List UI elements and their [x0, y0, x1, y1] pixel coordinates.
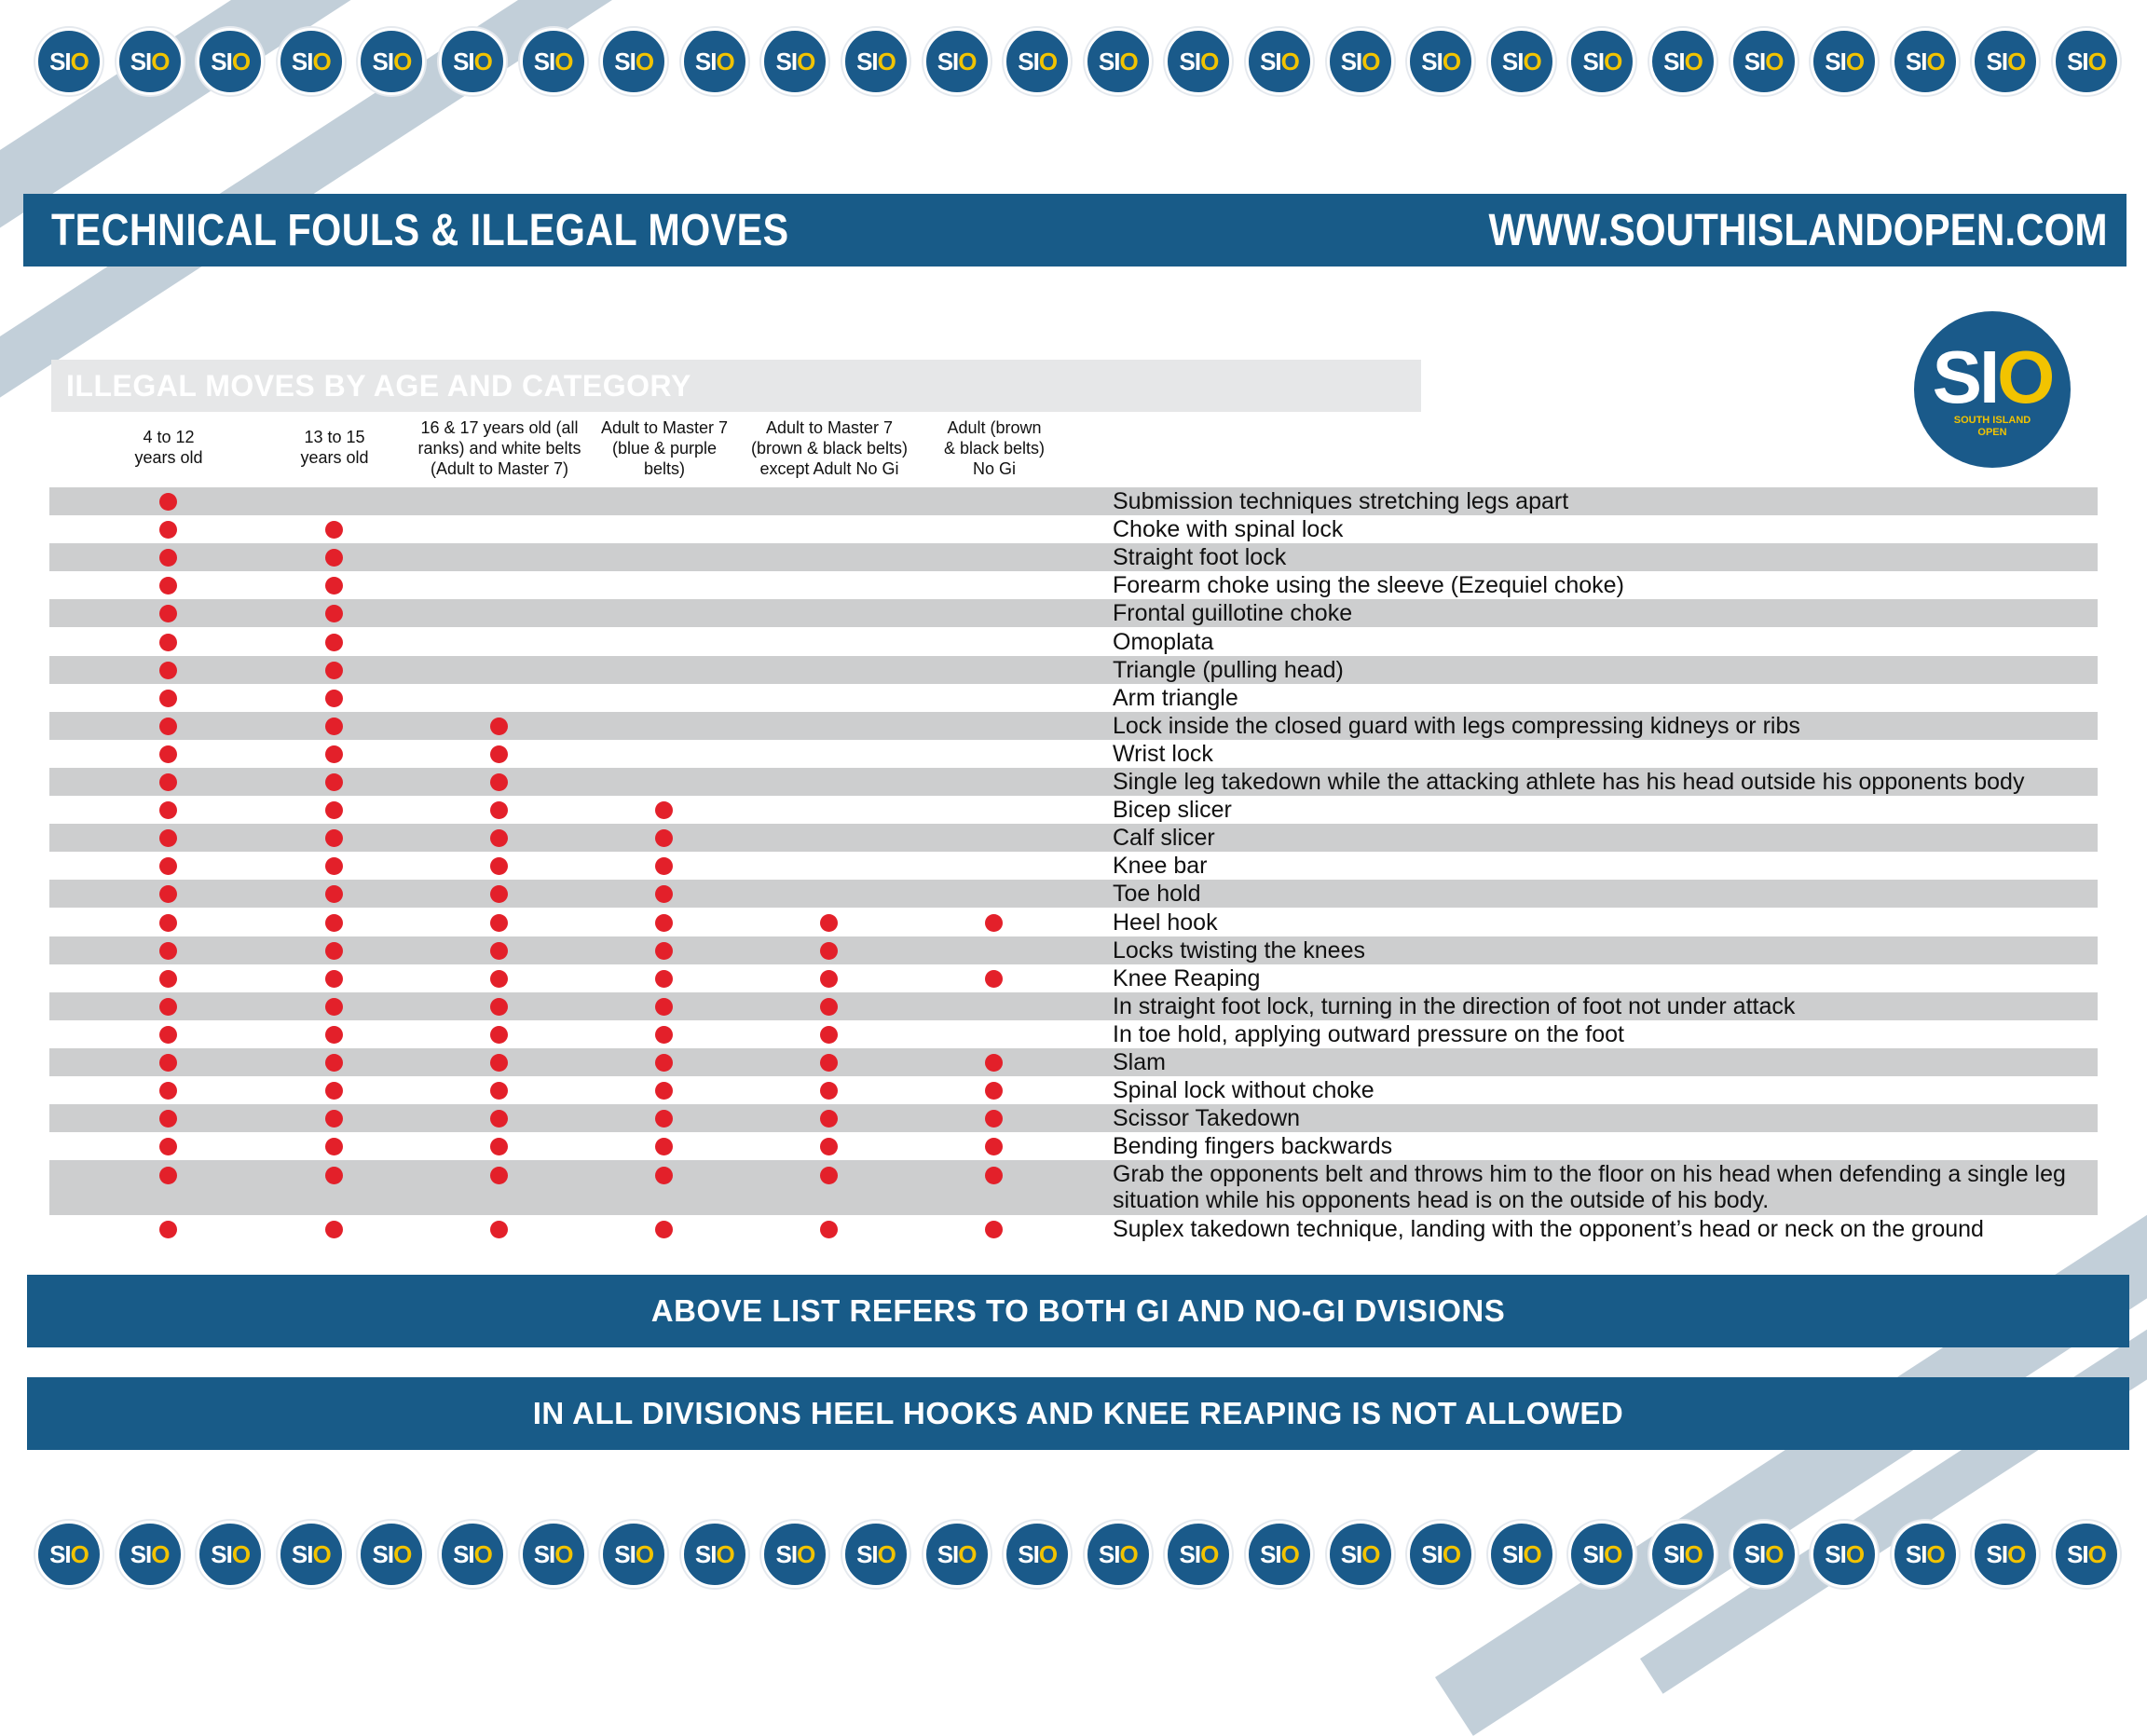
section-heading — [51, 360, 1421, 412]
sio-logo-icon — [35, 1521, 103, 1588]
move-name: Bicep slicer — [1113, 797, 1232, 824]
logo-mark: SIO — [614, 48, 654, 75]
illegal-marker-icon — [325, 690, 343, 707]
illegal-marker-icon — [820, 914, 838, 932]
move-name: Single leg takedown while the attacking athlete has his head outside his opponents body — [1113, 769, 2025, 795]
logo-mark: SIO — [1179, 1540, 1219, 1568]
move-name: Calf slicer — [1113, 825, 1215, 852]
illegal-marker-icon — [159, 634, 177, 651]
sio-logo-icon — [1246, 1521, 1313, 1588]
move-name: Slam — [1113, 1049, 1166, 1075]
sio-logo-icon — [600, 1521, 667, 1588]
table-row — [49, 936, 2098, 964]
illegal-marker-icon — [490, 998, 508, 1016]
logo-mark: SIO — [1018, 1540, 1058, 1568]
illegal-marker-icon — [159, 690, 177, 707]
column-header: 16 & 17 years old (all ranks) and white belts (Adult to Master 7) — [417, 418, 581, 478]
illegal-marker-icon — [985, 1054, 1003, 1072]
illegal-marker-icon — [325, 942, 343, 960]
table-row — [49, 909, 2098, 936]
illegal-marker-icon — [490, 718, 508, 735]
sio-logo-icon — [1568, 28, 1635, 95]
move-name: Frontal guillotine choke — [1113, 600, 1353, 627]
illegal-marker-icon — [325, 970, 343, 988]
table-row — [49, 543, 2098, 571]
move-name: In toe hold, applying outward pressure on the foot — [1113, 1020, 1624, 1047]
table-row — [49, 1076, 2098, 1104]
logo-mark: SIO — [1744, 48, 1784, 75]
sio-logo-icon — [842, 28, 909, 95]
column-header: 4 to 12 years old — [134, 428, 203, 467]
table-row — [49, 852, 2098, 880]
sio-logo-icon — [1811, 1521, 1878, 1588]
logo-mark: SIO — [1098, 1540, 1138, 1568]
logo-mark: SIO — [1986, 48, 2026, 75]
logo-mark: SIO — [775, 48, 815, 75]
illegal-marker-icon — [159, 914, 177, 932]
logo-mark: SIO — [2067, 48, 2106, 75]
page-title: TECHNICAL FOULS & ILLEGAL MOVES — [51, 206, 789, 255]
illegal-marker-icon — [655, 1026, 673, 1044]
table-row — [49, 964, 2098, 992]
logo-mark: SIO — [1582, 48, 1622, 75]
logo-mark: SIO — [1825, 1540, 1865, 1568]
table-row — [49, 1104, 2098, 1132]
illegal-marker-icon — [655, 998, 673, 1016]
logo-mark: SIO — [1179, 48, 1219, 75]
illegal-marker-icon — [159, 998, 177, 1016]
logo-mark: SIO — [49, 48, 89, 75]
table-row — [49, 1132, 2098, 1160]
sio-logo-icon — [1892, 28, 1959, 95]
move-name: Toe hold — [1113, 881, 1201, 908]
illegal-marker-icon — [159, 745, 177, 763]
move-name: Straight foot lock — [1113, 544, 1287, 571]
logo-mark: SIO — [1986, 1540, 2026, 1568]
move-name: Wrist lock — [1113, 740, 1213, 767]
illegal-marker-icon — [159, 773, 177, 791]
logo-mark: SIO — [2067, 1540, 2106, 1568]
sio-logo-icon — [1568, 1521, 1635, 1588]
sio-logo-icon — [1488, 1521, 1555, 1588]
sio-logo-icon — [1004, 1521, 1071, 1588]
illegal-marker-icon — [325, 1054, 343, 1072]
logo-row-top — [0, 28, 2147, 103]
illegal-marker-icon — [490, 773, 508, 791]
illegal-marker-icon — [159, 718, 177, 735]
move-name: Bending fingers backwards — [1113, 1133, 1393, 1160]
logo-mark: SIO — [1744, 1540, 1784, 1568]
illegal-marker-icon — [325, 914, 343, 932]
sio-logo-icon — [1327, 1521, 1394, 1588]
sio-logo-icon — [1649, 1521, 1716, 1588]
logo-mark: SIO — [1501, 1540, 1541, 1568]
move-name: Knee Reaping — [1113, 964, 1261, 991]
sio-logo-icon — [439, 28, 506, 95]
logo-mark: SIO — [533, 1540, 573, 1568]
illegal-marker-icon — [490, 942, 508, 960]
title-bar — [23, 194, 2126, 267]
illegal-marker-icon — [159, 970, 177, 988]
sio-logo-icon — [2053, 28, 2120, 95]
brand-logo — [1914, 311, 2071, 468]
illegal-marker-icon — [820, 970, 838, 988]
sio-logo-icon — [1407, 28, 1474, 95]
illegal-marker-icon — [655, 942, 673, 960]
logo-mark: SIO — [372, 48, 412, 75]
sio-logo-icon — [681, 1521, 748, 1588]
logo-mark: SIO — [453, 1540, 492, 1568]
move-name: Suplex takedown technique, landing with the opponent’s head or neck on the ground — [1113, 1216, 1984, 1243]
sio-logo-icon — [1165, 1521, 1232, 1588]
logo-mark: SIO — [1260, 1540, 1299, 1568]
illegal-marker-icon — [820, 1082, 838, 1100]
website-link[interactable]: WWW.SOUTHISLANDOPEN.COM — [1488, 206, 2108, 255]
move-name: Submission techniques stretching legs apart — [1113, 488, 1569, 514]
illegal-marker-icon — [159, 1026, 177, 1044]
logo-mark: SIO — [291, 48, 331, 75]
sio-logo-icon — [761, 1521, 828, 1588]
illegal-marker-icon — [159, 662, 177, 679]
sio-logo-icon — [1165, 28, 1232, 95]
illegal-marker-icon — [325, 801, 343, 819]
logo-mark: SIO — [130, 48, 170, 75]
illegal-marker-icon — [325, 773, 343, 791]
move-name: Heel hook — [1113, 909, 1218, 936]
illegal-marker-icon — [490, 914, 508, 932]
sio-logo-icon — [278, 28, 345, 95]
illegal-marker-icon — [655, 801, 673, 819]
table-row — [49, 515, 2098, 543]
illegal-marker-icon — [655, 1082, 673, 1100]
illegal-marker-icon — [159, 1054, 177, 1072]
illegal-marker-icon — [159, 493, 177, 511]
logo-mark: SIO — [1340, 1540, 1380, 1568]
illegal-marker-icon — [490, 745, 508, 763]
table-row — [49, 599, 2098, 627]
illegal-marker-icon — [159, 942, 177, 960]
illegal-marker-icon — [655, 914, 673, 932]
sio-logo-icon — [1811, 28, 1878, 95]
logo-mark: SIO — [856, 1540, 896, 1568]
logo-mark: SIO — [614, 1540, 654, 1568]
logo-mark: SIO — [1663, 1540, 1703, 1568]
sio-logo-icon — [681, 28, 748, 95]
table-row — [49, 628, 2098, 656]
sio-logo-icon — [1085, 28, 1152, 95]
table-row — [49, 571, 2098, 599]
table-row — [49, 1020, 2098, 1048]
illegal-marker-icon — [325, 634, 343, 651]
logo-mark: SIO — [291, 1540, 331, 1568]
table-row — [49, 656, 2098, 684]
logo-mark: SIO — [694, 1540, 734, 1568]
illegal-marker-icon — [820, 1054, 838, 1072]
column-header: 13 to 15 years old — [300, 428, 369, 467]
table-row — [49, 684, 2098, 712]
sio-logo-icon — [1004, 28, 1071, 95]
table-row — [49, 1048, 2098, 1076]
logo-mark: SIO — [1260, 48, 1299, 75]
logo-mark: SIO — [775, 1540, 815, 1568]
illegal-marker-icon — [655, 970, 673, 988]
logo-mark: SIO — [533, 48, 573, 75]
illegal-marker-icon — [325, 1026, 343, 1044]
logo-mark: SIO — [937, 1540, 977, 1568]
illegal-marker-icon — [325, 521, 343, 539]
illegal-marker-icon — [985, 914, 1003, 932]
illegal-marker-icon — [490, 1082, 508, 1100]
sio-logo-icon — [600, 28, 667, 95]
illegal-marker-icon — [325, 998, 343, 1016]
sio-logo-icon — [520, 28, 587, 95]
logo-mark: SIO — [856, 48, 896, 75]
logo-mark: SIO — [1018, 48, 1058, 75]
move-name: Arm triangle — [1113, 684, 1238, 711]
logo-mark: SIO — [211, 48, 251, 75]
table-row — [49, 796, 2098, 824]
table-row — [49, 740, 2098, 768]
column-header: Adult to Master 7 (blue & purple belts) — [600, 418, 729, 478]
move-name: In straight foot lock, turning in the direction of foot not under attack — [1113, 992, 1796, 1019]
illegal-marker-icon — [490, 970, 508, 988]
logo-mark: SIO — [1421, 1540, 1461, 1568]
move-name: Triangle (pulling head) — [1113, 656, 1344, 683]
move-name: Grab the opponents belt and throws him to the floor on his head when defending a single leg situation while his opponents head is on the outside of his body. — [1113, 1161, 2066, 1214]
logo-mark: SIO — [937, 48, 977, 75]
logo-mark: SIO — [1932, 335, 2053, 418]
illegal-marker-icon — [159, 801, 177, 819]
logo-subtitle: SOUTH ISLAND OPEN — [1953, 415, 2031, 438]
logo-mark: SIO — [1098, 48, 1138, 75]
logo-mark: SIO — [130, 1540, 170, 1568]
illegal-marker-icon — [820, 942, 838, 960]
sio-logo-icon — [520, 1521, 587, 1588]
illegal-marker-icon — [820, 998, 838, 1016]
sio-logo-icon — [358, 1521, 425, 1588]
illegal-marker-icon — [490, 1026, 508, 1044]
logo-mark: SIO — [1582, 1540, 1622, 1568]
move-name: Knee bar — [1113, 853, 1208, 880]
sio-logo-icon — [1488, 28, 1555, 95]
table-row — [49, 487, 2098, 515]
sio-logo-icon — [116, 28, 184, 95]
logo-mark: SIO — [1905, 1540, 1945, 1568]
illegal-marker-icon — [325, 1082, 343, 1100]
logo-mark: SIO — [1501, 48, 1541, 75]
sio-logo-icon — [116, 1521, 184, 1588]
illegal-marker-icon — [325, 718, 343, 735]
illegal-marker-icon — [820, 1026, 838, 1044]
logo-mark: SIO — [372, 1540, 412, 1568]
sio-logo-icon — [2053, 1521, 2120, 1588]
logo-mark: SIO — [1825, 48, 1865, 75]
sio-logo-icon — [35, 28, 103, 95]
sio-logo-icon — [1730, 28, 1798, 95]
sio-logo-icon — [197, 28, 264, 95]
illegal-marker-icon — [325, 662, 343, 679]
move-name: Omoplata — [1113, 628, 1214, 655]
sio-logo-icon — [1327, 28, 1394, 95]
sio-logo-icon — [1649, 28, 1716, 95]
sio-logo-icon — [1972, 1521, 2039, 1588]
illegal-marker-icon — [985, 1082, 1003, 1100]
move-name: Choke with spinal lock — [1113, 516, 1344, 543]
column-header: Adult to Master 7 (brown & black belts) except Adult No Gi — [750, 418, 909, 478]
sio-logo-icon — [842, 1521, 909, 1588]
illegal-marker-icon — [159, 521, 177, 539]
sio-logo-icon — [1407, 1521, 1474, 1588]
sio-logo-icon — [761, 28, 828, 95]
logo-mark: SIO — [1663, 48, 1703, 75]
logo-mark: SIO — [1905, 48, 1945, 75]
illegal-marker-icon — [985, 970, 1003, 988]
sio-logo-icon — [358, 28, 425, 95]
logo-mark: SIO — [49, 1540, 89, 1568]
logo-mark: SIO — [1421, 48, 1461, 75]
illegal-marker-icon — [325, 745, 343, 763]
table-row — [49, 880, 2098, 908]
sio-logo-icon — [1972, 28, 2039, 95]
table-row — [49, 824, 2098, 852]
logo-row-bottom — [0, 1521, 2147, 1595]
logo-mark: SIO — [211, 1540, 251, 1568]
logo-mark: SIO — [1340, 48, 1380, 75]
sio-logo-icon — [1246, 28, 1313, 95]
illegal-marker-icon — [490, 1054, 508, 1072]
sio-logo-icon — [923, 28, 991, 95]
move-name: Spinal lock without choke — [1113, 1077, 1374, 1104]
logo-mark: SIO — [453, 48, 492, 75]
move-name: Lock inside the closed guard with legs compressing kidneys or ribs — [1113, 712, 1800, 739]
sio-logo-icon — [1892, 1521, 1959, 1588]
note-heel-hooks: IN ALL DIVISIONS HEEL HOOKS AND KNEE REAPING IS NOT ALLOWED — [27, 1377, 2129, 1450]
logo-mark: SIO — [694, 48, 734, 75]
decor-stripe — [1435, 1169, 2147, 1736]
sio-logo-icon — [439, 1521, 506, 1588]
move-name: Forearm choke using the sleeve (Ezequiel choke) — [1113, 572, 1624, 599]
sio-logo-icon — [923, 1521, 991, 1588]
note-gi-nogi: ABOVE LIST REFERS TO BOTH GI AND NO-GI DVISIONS — [27, 1275, 2129, 1347]
illegal-marker-icon — [159, 1082, 177, 1100]
column-header: Adult (brown & black belts) No Gi — [943, 418, 1046, 478]
sio-logo-icon — [1085, 1521, 1152, 1588]
move-name: Locks twisting the knees — [1113, 936, 1365, 964]
move-name: Scissor Takedown — [1113, 1105, 1301, 1132]
section-title: ILLEGAL MOVES BY AGE AND CATEGORY — [66, 369, 691, 403]
illegal-marker-icon — [655, 1054, 673, 1072]
sio-logo-icon — [278, 1521, 345, 1588]
sio-logo-icon — [197, 1521, 264, 1588]
sio-logo-icon — [1730, 1521, 1798, 1588]
illegal-marker-icon — [490, 801, 508, 819]
